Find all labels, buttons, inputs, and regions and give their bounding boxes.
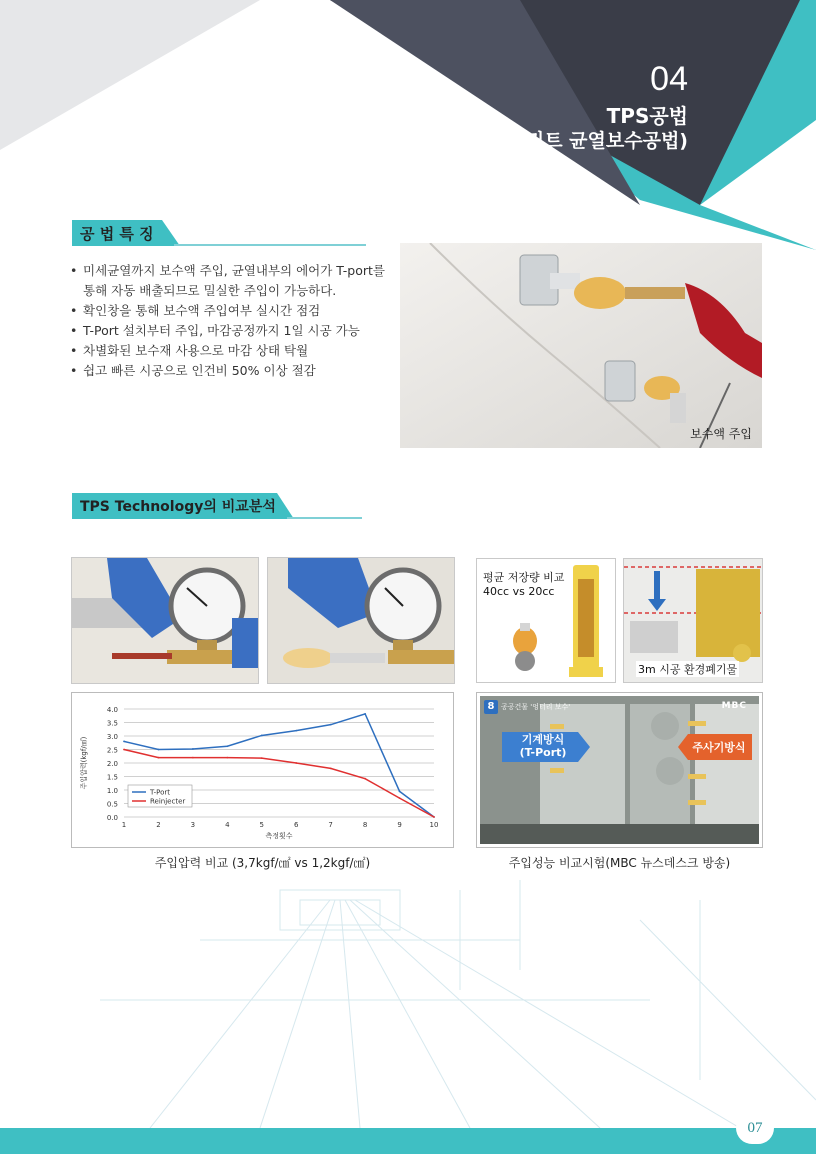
injection-photo-caption: 보수액 주입 — [690, 427, 752, 441]
x-tick-label: 10 — [429, 821, 439, 829]
y-tick-label: 2.0 — [106, 760, 118, 768]
features-heading-group — [72, 220, 372, 254]
y-tick-label: 2.5 — [106, 746, 118, 755]
header-graphic — [0, 0, 816, 250]
section-subtitle: (콘크리트 균열보수공법) — [480, 130, 688, 152]
data-point-t-port — [158, 749, 160, 751]
storage-comparison-photo — [476, 558, 616, 683]
x-tick-label: 3 — [190, 821, 196, 829]
data-point-t-port — [192, 748, 194, 750]
comparison-heading-underline — [287, 517, 362, 519]
y-tick-label: 3.0 — [106, 733, 118, 741]
x-tick-label: 1 — [121, 821, 127, 829]
features-heading: 공 법 특 징 — [80, 225, 154, 243]
background-perspective-art — [0, 880, 816, 1128]
page-number: 07 — [736, 1112, 774, 1144]
data-point-reinjecter — [399, 797, 401, 799]
data-point-reinjecter — [295, 762, 297, 764]
channel-badge — [484, 700, 498, 714]
feature-item: • 쉽고 빠른 시공으로 인건비 50% 이상 절감 — [70, 361, 400, 381]
mbc-logo: MBC — [721, 701, 747, 711]
waste-caption: 3m 시공 환경폐기물 — [638, 663, 738, 676]
pressure-chart-panel — [71, 692, 454, 848]
pressure-chart — [72, 693, 453, 847]
section-number: 04 — [650, 60, 688, 98]
features-heading-underline — [174, 244, 366, 246]
features-list — [70, 261, 400, 381]
y-axis-label: 주입압력(kgf/㎠) — [80, 736, 88, 790]
data-point-t-port — [261, 735, 263, 737]
data-point-t-port — [364, 713, 366, 715]
feature-item: • 미세균열까지 보수액 주입, 균열내부의 에어가 T-port를 통해 자동 배출되므로 밀실한 주입이 가능하다. — [70, 261, 400, 301]
legend-label: T-Port — [150, 788, 171, 797]
y-tick-label: 0.5 — [106, 800, 118, 809]
x-tick-label: 8 — [362, 821, 368, 829]
x-tick-label: 6 — [293, 821, 299, 829]
data-point-t-port — [330, 724, 332, 726]
data-point-reinjecter — [433, 816, 435, 818]
y-tick-label: 1.5 — [106, 773, 118, 782]
x-tick-label: 5 — [259, 821, 265, 829]
label-machine-method — [502, 732, 590, 762]
data-point-reinjecter — [364, 778, 366, 780]
footer-bar — [0, 1128, 816, 1154]
x-tick-label: 2 — [156, 821, 161, 829]
comparison-heading-group — [72, 493, 372, 527]
data-point-t-port — [399, 790, 401, 792]
x-axis-label: 측정횟수 — [265, 832, 293, 840]
data-point-t-port — [123, 741, 125, 743]
news-ticker: 공공건물 '엉터리 보수' — [501, 703, 571, 711]
storage-text-line2: 40cc vs 20cc — [483, 585, 555, 598]
chart-caption: 주입압력 비교 (3,7kgf/㎠ vs 1,2kgf/㎠) — [154, 856, 371, 870]
storage-text-line1: 평균 저장량 비교 — [483, 571, 565, 584]
x-tick-label: 4 — [225, 821, 230, 829]
waste-photo — [623, 558, 763, 683]
section-title: TPS공법 — [606, 104, 688, 128]
channel-number: 8 — [487, 701, 495, 712]
y-tick-label: 1.0 — [106, 787, 118, 795]
y-tick-label: 4.0 — [106, 706, 118, 714]
gauge-photo-treject — [71, 557, 259, 684]
data-point-reinjecter — [330, 768, 332, 770]
data-point-t-port — [226, 745, 228, 747]
news-video-panel — [476, 692, 763, 848]
gauge-photo-tport — [267, 557, 455, 684]
data-point-reinjecter — [261, 757, 263, 759]
label-machine-line1: 기계방식 — [521, 733, 565, 746]
news-video-frame — [480, 696, 759, 844]
feature-item: • 확인창을 통해 보수액 주입여부 실시간 점검 — [70, 301, 400, 321]
label-syringe-method — [678, 734, 752, 760]
label-syringe-text: 주사기방식 — [692, 741, 746, 754]
legend-label: Reinjecter — [150, 797, 186, 806]
data-point-reinjecter — [192, 757, 194, 759]
video-caption: 주입성능 비교시험(MBC 뉴스데스크 방송) — [508, 856, 731, 870]
x-tick-label: 9 — [397, 821, 402, 829]
feature-item: • 차별화된 보수재 사용으로 마감 상태 탁월 — [70, 341, 400, 361]
y-tick-label: 3.5 — [106, 719, 118, 728]
x-tick-label: 7 — [328, 821, 333, 829]
data-point-reinjecter — [226, 757, 228, 759]
data-point-reinjecter — [158, 757, 160, 759]
data-point-reinjecter — [123, 749, 125, 751]
comparison-heading: TPS Technology의 비교분석 — [80, 499, 276, 515]
feature-item: • T-Port 설치부터 주입, 마감공정까지 1일 시공 가능 — [70, 321, 400, 341]
injection-photo — [400, 243, 762, 448]
y-tick-label: 0.0 — [106, 814, 118, 822]
label-machine-line2: (T-Port) — [519, 746, 567, 759]
data-point-t-port — [295, 730, 297, 732]
